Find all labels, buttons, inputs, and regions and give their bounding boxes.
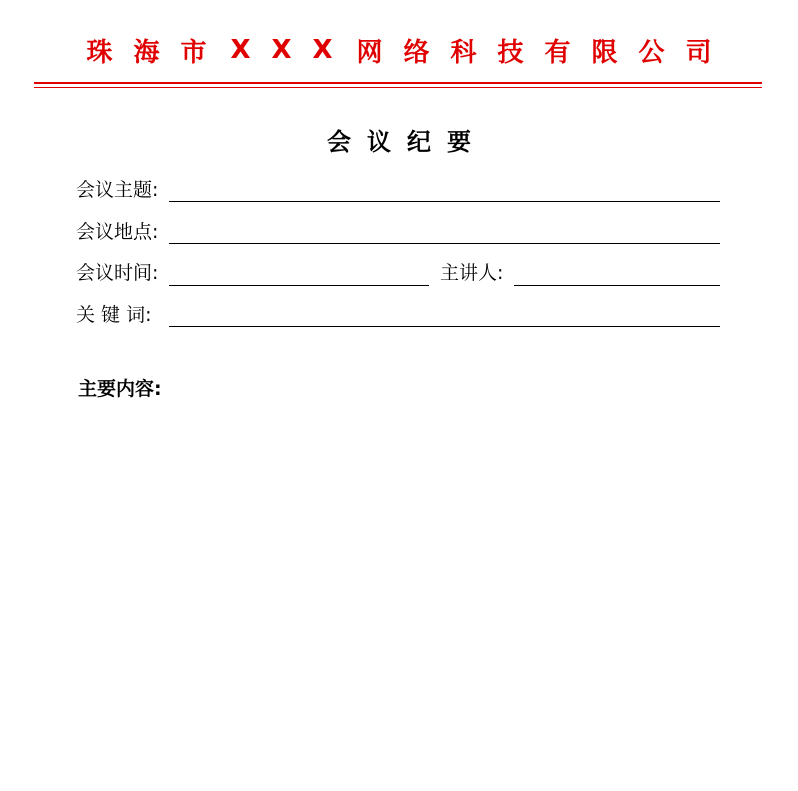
time-field[interactable]: [169, 285, 429, 286]
company-name-char: 珠: [86, 37, 113, 68]
location-field[interactable]: [169, 243, 720, 244]
document-title: 会议纪要: [327, 128, 487, 156]
company-name-char: 限: [591, 37, 618, 68]
time-label: 会议时间:: [76, 262, 159, 284]
header-divider-thin: [34, 87, 762, 88]
company-name-char: 络: [403, 37, 430, 68]
speaker-field[interactable]: [514, 285, 720, 286]
location-label: 会议地点:: [76, 221, 159, 243]
company-name-char: 公: [638, 37, 665, 68]
company-name-char: X: [312, 35, 333, 65]
company-name-char: X: [271, 35, 292, 65]
company-name-char: 技: [497, 37, 524, 68]
company-name-char: 市: [180, 37, 207, 68]
keywords-field[interactable]: [169, 326, 720, 327]
main-content-heading: 主要内容:: [78, 378, 162, 400]
company-name-char: X: [230, 35, 251, 65]
company-name-char: 海: [133, 37, 160, 68]
company-name-char: 科: [450, 37, 477, 68]
topic-field[interactable]: [169, 201, 720, 202]
header-divider-thick: [34, 82, 762, 84]
company-name-header: [0, 28, 798, 72]
speaker-label: 主讲人:: [440, 262, 504, 284]
company-name-char: 有: [544, 37, 571, 68]
company-name-char: 网: [356, 37, 383, 68]
keywords-label: 关 键 词:: [76, 304, 152, 326]
topic-label: 会议主题:: [76, 179, 159, 201]
company-name-char: 司: [685, 37, 712, 68]
